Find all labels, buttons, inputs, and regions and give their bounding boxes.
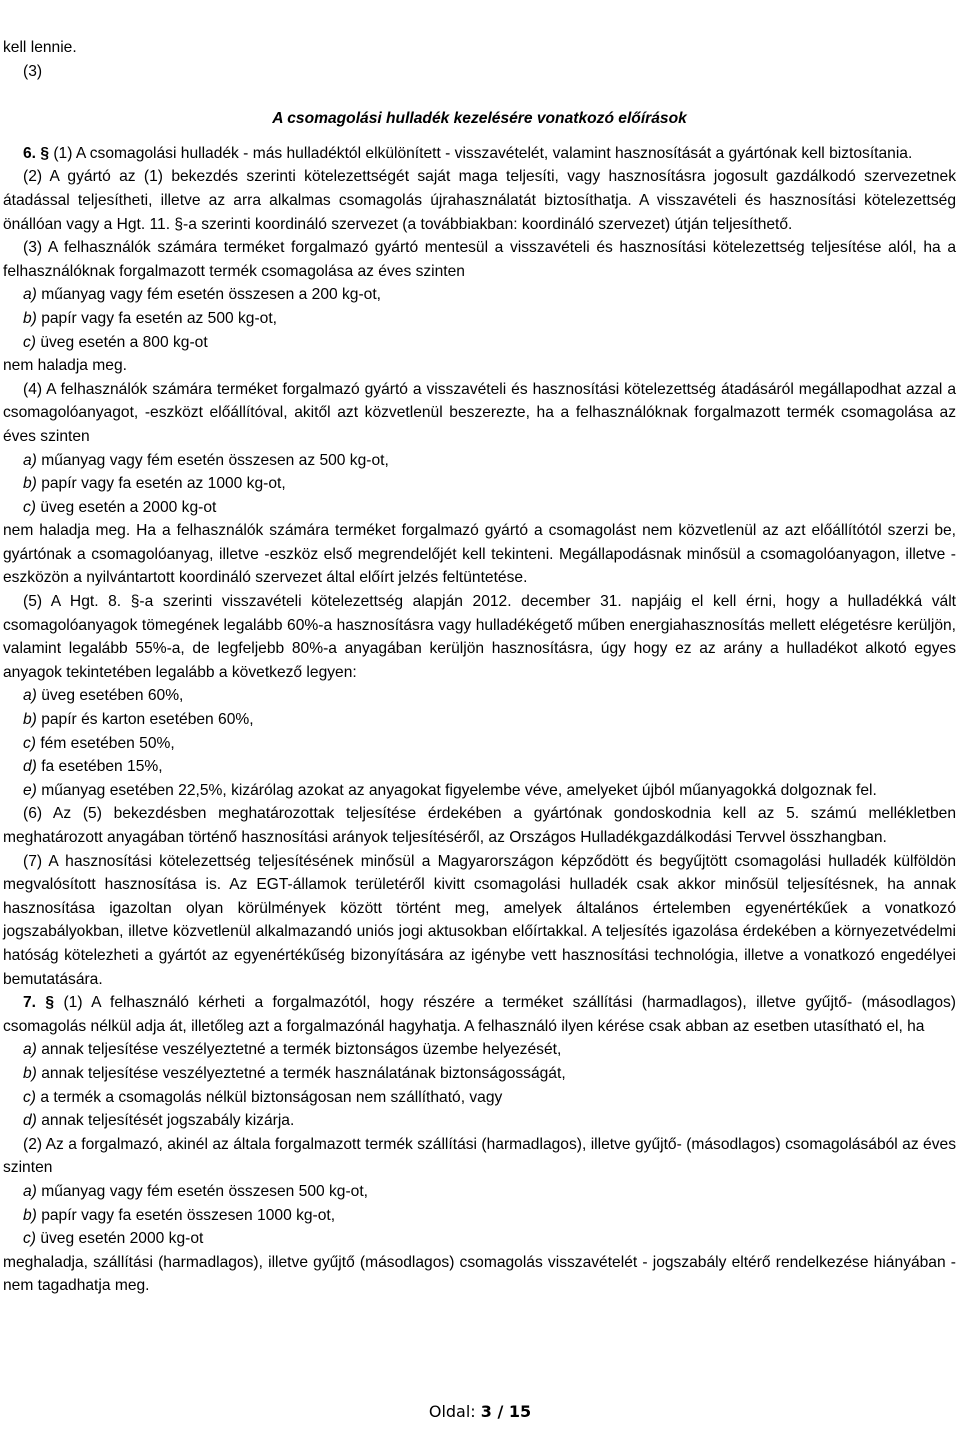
list-letter: b) [23, 711, 37, 729]
section-7-paragraph-1 [3, 991, 956, 1038]
list-text: műanyag vagy fém esetén összesen 500 kg-ot, [36, 1182, 368, 1200]
section-7-paragraph-1-text: (1) A felhasználó kérheti a forgalmazótól, hogy részére a terméket szállítási (harmadlagos), illetve gyűjtő- (másodlagos) csomagolás nélkül adja át, illetőleg azt a forgalmazónál hagyhatja. A felhasználó ilyen kérése csak abban az esetben utasítható el, ha [3, 994, 956, 1035]
section-6-paragraph-1-text: (1) A csomagolási hulladék - más hulladéktól elkülönített - visszavételét, valamint hasznosítását a gyártónak kell biztosítania. [53, 144, 913, 162]
section-6-paragraph-3: (3) A felhasználók számára terméket forgalmazó gyártó mentesül a visszavételi és hasznosítási kötelezettség teljesítése alól, ha a felhasználóknak forgalmazott termék csomagolása az éves szinten [3, 239, 956, 280]
section-6-paragraph-2: (2) A gyártó az (1) bekezdés szerinti kötelezettségét saját maga teljesíti, vagy hasznosításra jogosult gazdálkodó szervezetnek átadással teljesítheti, illetve az arra alkalmas csomagolás újrahasználatát biztosíthatja. A visszavételi és hasznosítási kötelezettség önállóan vagy a Hgt. 11. §-a szerinti koordináló szervezet (a továbbiakban: koordináló szervezet) útján teljesíthető. [3, 168, 956, 233]
list-item [3, 331, 956, 355]
list-item [3, 732, 956, 756]
continuation-text: kell lennie. [3, 39, 77, 56]
list-item [3, 1109, 956, 1133]
list-item [3, 307, 956, 331]
list-letter: a) [23, 687, 37, 705]
section-7-paragraph-2-end: meghaladja, szállítási (harmadlagos), illetve gyűjtő (másodlagos) csomagolás visszavételét - jogszabály eltérő rendelkezése hiányában - nem tagadhatja meg. [3, 1253, 956, 1295]
list-item [3, 1227, 956, 1251]
list-item [3, 472, 956, 496]
list-text: üveg esetében 60%, [36, 687, 184, 705]
list-letter: c) [23, 498, 36, 516]
page-total: 15 [508, 1402, 532, 1421]
list-item [3, 1086, 956, 1110]
list-text: annak teljesítését jogszabály kizárja. [36, 1112, 295, 1130]
list-item [3, 449, 956, 473]
list-item [3, 1204, 956, 1228]
list-letter: d) [23, 758, 37, 776]
list-item [3, 779, 956, 803]
paragraph-number: (3) [23, 62, 43, 80]
list-letter: b) [23, 475, 37, 493]
list-letter: a) [23, 451, 37, 469]
list-item [3, 1062, 956, 1086]
list-text: a termék a csomagolás nélkül biztonságosan nem szállítható, vagy [36, 1088, 503, 1106]
section-6-paragraph-5: (5) A Hgt. 8. §-a szerinti visszavételi kötelezettség alapján 2012. december 31. napjáig el kell érni, hogy a hulladékká vált csomagolóanyagok tömegének legalább 60%-a hasznosításra vagy hulladékégető műben energiahasznosítás mellett elégetésre kerüljön, valamint legalább 55%-a, de legfeljebb 80%-a anyagában kerüljön hasznosításra, úgy hogy ez az arány a hulladékot alkotó egyes anyagok tekintetében legalább a következő legyen: [3, 593, 956, 681]
section-6-paragraph-4: (4) A felhasználók számára terméket forgalmazó gyártó a visszavételi és hasznosítási kötelezettség átadásáról megállapodhat azzal a csomagolóanyagot, -eszközt előállítóval, akitől azt közvetlenül beszerezte, ha a felhasználóknak forgalmazott termék csomagolása az éves szinten [3, 380, 956, 445]
list-text: fém esetében 50%, [36, 734, 175, 752]
page-separator: / [491, 1402, 509, 1421]
list-item [3, 755, 956, 779]
page-footer [0, 1402, 960, 1422]
list-item [3, 684, 956, 708]
list-text: üveg esetén a 800 kg-ot [36, 333, 208, 351]
section-6-paragraph-6: (6) Az (5) bekezdésben meghatározottak teljesítése érdekében a gyártónak gondoskodnia kell az 5. számú mellékletben meghatározott anyagában történő hasznosítási arányok teljesítéséről, az Országos Hulladékgazdálkodási Tervvel összhangban. [3, 805, 956, 846]
list-text: műanyag esetében 22,5%, kizárólag azokat az anyagokat figyelembe véve, amelyeket újból műanyagokká dolgoznak fel. [36, 781, 877, 799]
list-item [3, 283, 956, 307]
list-letter: c) [23, 734, 36, 752]
section-title: A csomagolási hulladék kezelésére vonatkozó előírások [272, 110, 687, 128]
list-text: üveg esetén 2000 kg-ot [36, 1230, 204, 1248]
list-letter: b) [23, 309, 37, 327]
section-6-paragraph-3-end: nem haladja meg. [3, 357, 127, 375]
list-letter: a) [23, 286, 37, 304]
section-6-paragraph-1 [3, 142, 956, 166]
section-6-paragraph-4-end: nem haladja meg. Ha a felhasználók számára terméket forgalmazó gyártó a csomagolást nem közvetlenül az azt előállítótól szerzi be, gyártónak a csomagolóanyag, illetve -eszköz első megrendelőjét kell tekinteni. Megállapodásnak minősül a csomagolóanyagon, illetve -eszközön a nyilvántartott koordináló szervezet által előírt jelzés feltüntetése. [3, 522, 956, 587]
section-7-number: 7. § [23, 994, 55, 1012]
page-current: 3 [480, 1402, 492, 1421]
list-letter: e) [23, 781, 37, 799]
list-text: papír vagy fa esetén összesen 1000 kg-ot, [36, 1206, 336, 1224]
section-6-number: 6. § [23, 144, 50, 162]
list-letter: a) [23, 1041, 37, 1059]
section-6-paragraph-7: (7) A hasznosítási kötelezettség teljesítésének minősül a Magyarországon képződött és begyűjtött csomagolási hulladék külföldön megvalósított hasznosítása is. Az EGT-államok területéről kivitt csomagolási hulladék csak akkor minősül teljesítésnek, ha annak hasznosítása igazoltan olyan körülmények között történt meg, amelyek általános értelemben egyenértékűek a vonatkozó jogszabályokban, illetve közvetlenül alkalmazandó uniós jogi aktusokban előírtakkal. A teljesítés igazolása érdekében a környezetvédelmi hatóság kötelezheti a gyártót az egyenértékűség bizonyítására az igénybe vett hasznosítási technológia, illetve a vonatkozó engedélyei bemutatására. [3, 852, 956, 988]
list-letter: b) [23, 1064, 37, 1082]
list-item [3, 496, 956, 520]
list-text: papír és karton esetében 60%, [36, 711, 254, 729]
list-item [3, 1038, 956, 1062]
list-letter: c) [23, 1230, 36, 1248]
list-text: műanyag vagy fém esetén összesen az 500 kg-ot, [36, 451, 389, 469]
list-text: fa esetében 15%, [36, 758, 163, 776]
section-7-paragraph-2: (2) Az a forgalmazó, akinél az általa forgalmazott termék szállítási (harmadlagos), illetve gyűjtő- (másodlagos) csomagolásából az éves szinten [3, 1135, 956, 1177]
list-letter: c) [23, 1088, 36, 1106]
list-letter: d) [23, 1112, 37, 1130]
list-text: annak teljesítése veszélyeztetné a termék használatának biztonságosságát, [36, 1064, 566, 1082]
list-text: papír vagy fa esetén az 500 kg-ot, [36, 309, 277, 327]
list-text: papír vagy fa esetén az 1000 kg-ot, [36, 475, 286, 493]
list-letter: c) [23, 333, 36, 351]
page-label: Oldal: [428, 1402, 481, 1421]
list-letter: b) [23, 1206, 37, 1224]
list-item [3, 1180, 956, 1204]
list-letter: a) [23, 1182, 37, 1200]
list-item [3, 708, 956, 732]
list-text: műanyag vagy fém esetén összesen a 200 kg-ot, [36, 286, 382, 304]
list-text: üveg esetén a 2000 kg-ot [36, 498, 217, 516]
list-text: annak teljesítése veszélyeztetné a termék biztonságos üzembe helyezését, [36, 1041, 562, 1059]
document-page [3, 36, 956, 1298]
